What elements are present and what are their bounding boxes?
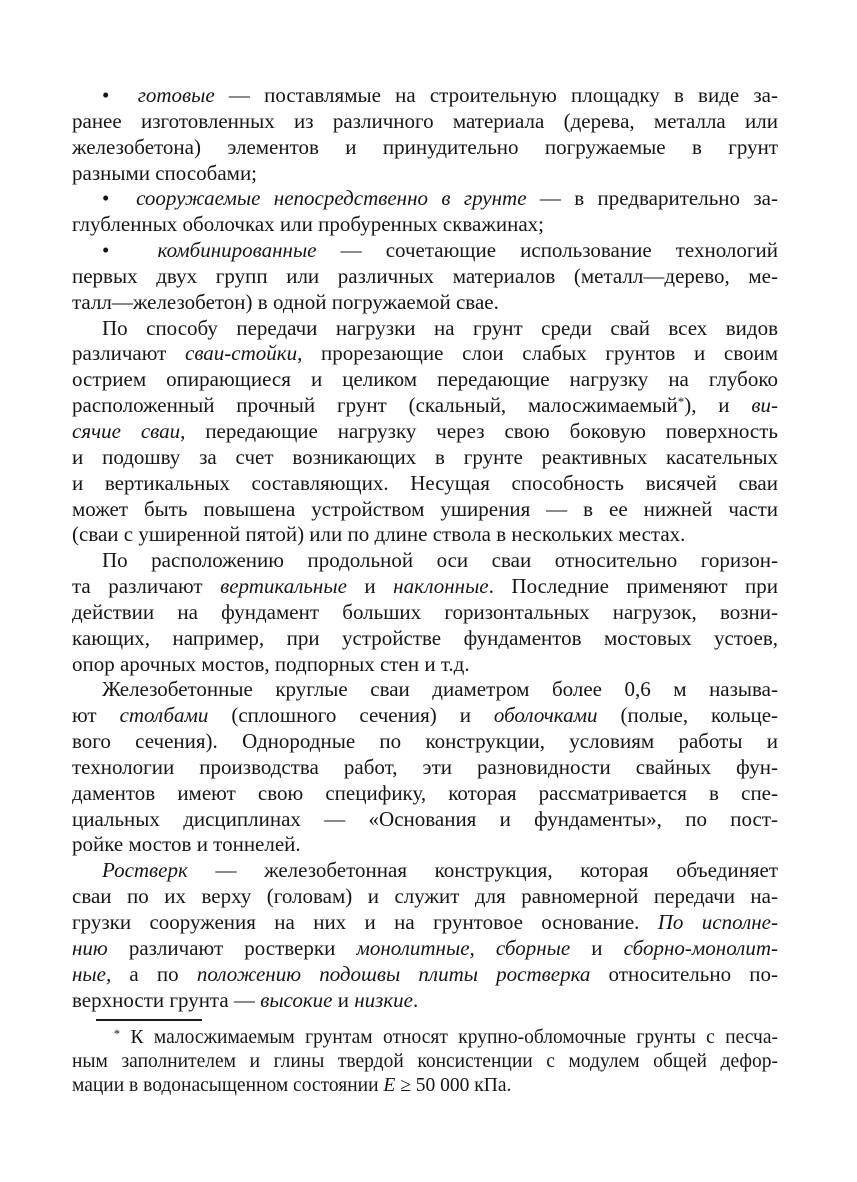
text-line [72,290,778,316]
text-segment: различают ростверки [107,935,357,960]
text-segment: По способу передачи нагрузки на грунт среди свай всех видов [102,315,778,340]
footnote-separator [96,1019,202,1021]
text-segment: острием опирающиеся и целиком передающие нагрузку на глубоко [72,367,778,392]
italic-text: оболочками [493,703,598,728]
text-segment: ), и [684,393,752,418]
text-segment: — железобетонная конструкция, которая объединяет [187,858,778,883]
text-line [72,264,778,290]
text-segment: (полые, кольце- [597,703,779,728]
text-line [72,316,778,342]
text-line [72,419,778,445]
text-segment: циальных дисциплинах — «Основания и фундаменты», по пост- [72,806,778,831]
text-line [72,1074,778,1098]
text-line [72,548,778,574]
text-segment: — в предварительно за- [526,186,778,211]
footnote [72,1019,778,1099]
text-line [72,781,778,807]
text-segment: и вертикальных составляющих. Несущая способность висячей сваи [72,470,778,495]
text-line [72,497,778,523]
bullet-item [72,83,778,186]
text-segment: и подошву за счет возникающих в грунте реактивных касательных [72,444,778,469]
text-segment: • [102,186,137,211]
text-segment: . [413,987,419,1012]
text-line [72,212,778,238]
text-line [72,341,778,367]
text-segment: вого сечения). Однородные по конструкции, условиям работы и [72,729,778,754]
paragraph [72,858,778,1013]
italic-text: наклонные [393,574,489,599]
text-segment: та различают [72,574,221,599]
text-line [72,703,778,729]
text-line [72,1026,778,1050]
text-line [72,988,778,1014]
text-segment: талл—железобетон) в одной погружаемой свае. [72,289,499,314]
body-text [72,83,778,1013]
italic-text: сваи-стойки [185,341,298,366]
footnote-marker: * [114,1026,121,1041]
paragraph [72,677,778,858]
italic-text: комбинированные [157,238,317,263]
paragraph [72,548,778,677]
text-line [72,626,778,652]
italic-text: сборно-монолит- [623,935,778,960]
italic-text: высокие [260,987,333,1012]
text-line [72,1050,778,1074]
text-line [72,600,778,626]
text-line [72,729,778,755]
text-line [72,962,778,988]
text-segment: расположенный прочный грунт (скальный, малосжимаемый [72,393,678,418]
italic-text: столбами [119,703,209,728]
text-line [72,936,778,962]
text-line [72,884,778,910]
italic-text: ные, [72,961,112,986]
text-segment: и [346,574,394,599]
text-line [72,910,778,936]
paragraph [72,316,778,549]
text-segment: . Последние применяют при [488,574,778,599]
text-line [72,832,778,858]
text-line [72,807,778,833]
italic-text: сячие сваи [72,418,181,443]
italic-text: монолитные, [356,935,475,960]
italic-text: Ростверк [102,858,188,883]
text-segment: кающих, например, при устройстве фундаментов мостовых устоев, [72,625,778,650]
text-segment: Железобетонные круглые сваи диаметром более 0,6 м называ- [102,677,778,702]
footnote-text [72,1026,778,1099]
text-segment: опор арочных мостов, подпорных стен и т.д. [72,651,470,676]
italic-text: положению подошвы плиты ростверка [196,961,591,986]
text-segment: даментов имеют свою специфику, которая рассматривается в спе- [72,780,778,805]
text-line [72,83,778,109]
text-segment: — поставлямые на строительную площадку в виде за- [214,83,778,107]
text-segment: первых двух групп или различных материалов (металл—дерево, ме- [72,263,778,288]
text-segment: ют [72,703,120,728]
text-segment: относительно по- [590,961,778,986]
text-segment: действии на фундамент больших горизонтальных нагрузок, возни- [72,599,778,624]
text-segment: , передающие нагрузку через свою боковую поверхность [180,418,778,443]
text-segment: а по [111,961,197,986]
text-segment: К малосжимаемым грунтам относят крупно-обломочные грунты с песча- [120,1027,778,1048]
text-segment: , прорезающие слои слабых грунтов и своим [297,341,778,366]
footnote-marker: * [677,394,685,410]
bullet-item [72,238,778,316]
text-line [72,858,778,884]
text-segment: и [570,935,624,960]
italic-text: сборные [495,935,571,960]
text-line [72,109,778,135]
text-line [72,471,778,497]
text-line [72,445,778,471]
text-segment: ранее изготовленных из различного материала (дерева, металла или [72,108,778,133]
text-segment: сваи по их верху (головам) и служит для равномерной передачи на- [72,884,778,909]
text-line [72,652,778,678]
text-segment: (сплошного сечения) и [208,703,494,728]
text-line [72,161,778,187]
text-line [72,755,778,781]
text-segment: ≥ 50 000 кПа. [395,1075,512,1097]
text-segment: глубленных оболочках или пробуренных скважинах; [72,212,545,237]
text-segment: и [332,987,355,1012]
text-line [72,367,778,393]
text-segment [475,936,496,960]
text-segment: разными способами; [72,160,258,185]
text-line [72,522,778,548]
bullet-item [72,186,778,238]
text-line [72,393,778,419]
text-line [72,186,778,212]
text-segment: — сочетающие использование технологий [316,238,778,263]
italic-text: E [383,1075,396,1097]
text-segment: железобетона) элементов и принудительно погружаемые в грунт [72,134,778,159]
italic-text: вертикальные [220,574,347,599]
text-segment: ройке мостов и тоннелей. [72,832,301,857]
italic-text: готовые [137,83,215,107]
italic-text: низкие [354,987,413,1012]
italic-text: сооружаемые непосредственно в грунте [136,186,527,211]
text-segment: технологии производства работ, эти разновидности свайных фун- [72,754,778,779]
text-segment: различают [72,341,185,366]
text-line [72,677,778,703]
text-segment: По расположению продольной оси сваи относительно горизон- [102,548,778,573]
text-segment: верхности грунта — [72,987,261,1012]
italic-text: ви- [751,393,778,418]
text-segment: может быть повышена устройством уширения — в ее нижней части [72,496,778,521]
text-segment: мации в водонасыщенном состоянии [72,1075,384,1097]
italic-text: нию [72,935,108,960]
text-segment: • [102,83,138,107]
text-line [72,238,778,264]
text-segment: грузки сооружения на них и на грунтовое основание. [72,910,658,934]
italic-text: По исполне- [657,910,778,934]
text-segment: ным заполнителем и глины твердой консистенции с модулем общей дефор- [72,1051,778,1073]
text-line [72,574,778,600]
text-line [72,135,778,161]
text-segment: • [102,238,158,263]
text-segment: (сваи с уширенной пятой) или по длине ствола в нескольких местах. [72,522,686,547]
